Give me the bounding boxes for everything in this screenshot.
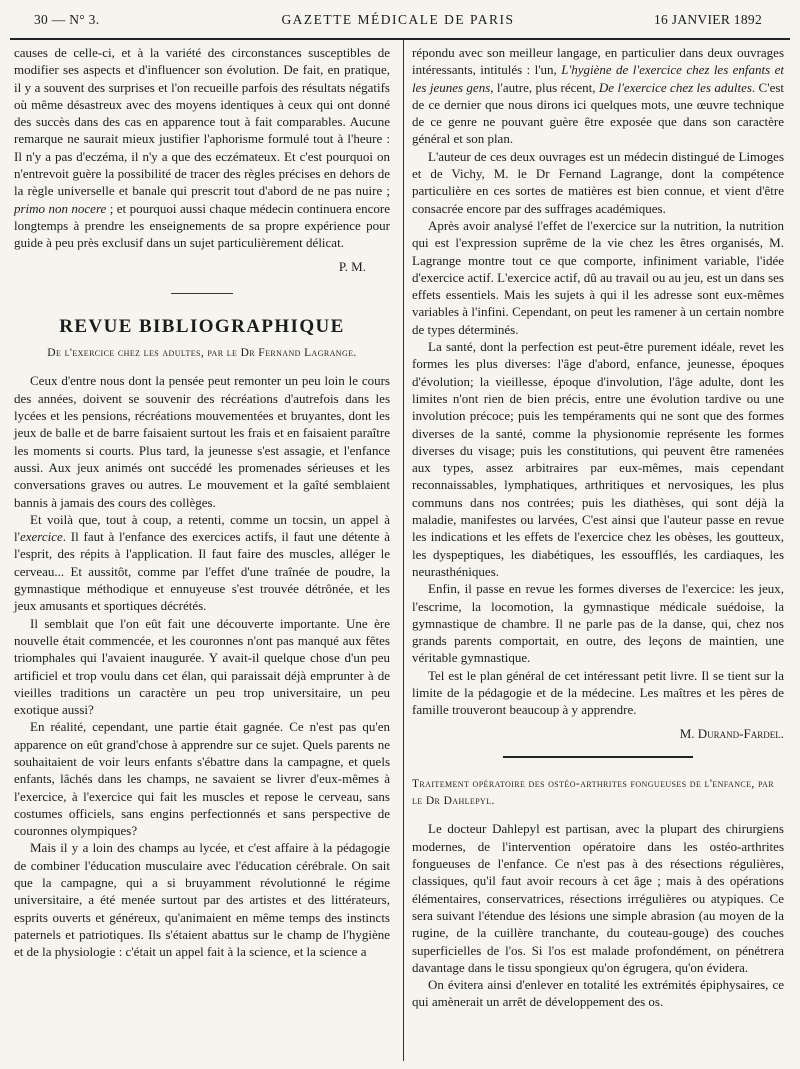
right-column bbox=[412, 44, 784, 1011]
issue-date: 16 JANVIER 1892 bbox=[654, 12, 762, 27]
paragraph: L'auteur de ces deux ouvrages est un médecin distingué de Limoges et de Vichy, M. le Dr Fernand Lagrange, dont la compétence particulière en ces sortes de matières est bien connue, et vient d'être consacrée encore par des suffrages académiques. bbox=[412, 148, 784, 216]
paragraph: Mais il y a loin des champs au lycée, et c'est affaire à la pédagogie de combiner l'éducation musculaire avec l'éducation cérébrale. On sait que la campagne, qui a si bruyamment révolutionné le régime universitaire, a été menée surtout par des artistes et des littérateurs, esprits ouverts et généreux, qu'animaient en même temps des instincts paternels et patriotiques. Ils s'étaient abattus sur le champ de l'hygiène et de la physiologie : c'était un appel fait à la science, et la science a bbox=[14, 840, 390, 960]
paragraph: répondu avec son meilleur langage, en particulier dans deux ouvrages intéressants, intitulés : l'un, L'hygiène de l'exercice chez les enfants et les jeunes gens, l'autre, plus récent, De l'exercice chez les adultes. C'est de ce dernier que nous dirons ici quelques mots, une œuvre technique de ce genre ne pouvant guère être exposée que dans son caractère général et son plan. bbox=[412, 45, 785, 147]
paragraph: Et voilà que, tout à coup, a retenti, comme un tocsin, un appel à l'exercice. Il faut à l'enfance des exercices actifs, il faut une détente à l'esprit, des répits à l'application. Il faut faire des muscles, alléger le cerveau... Et aussitôt, comme par l'effet d'une traînée de poudre, la gymnastique méthodique et ennuyeuse s'est trouvée détrônée, et les jeux amusants et sportiques décrétés. bbox=[14, 511, 390, 614]
paragraph: causes de celle-ci, et à la variété des circonstances susceptibles de modifier ses aspects et d'influencer son évolution. De fait, en pratique, il y a souvent des surprises et l'on recueille parfois des résultats négatifs où même désastreux avec des moyens identiques à ceux qui ont donné des succès dans des cas en apparence tout à fait comparables. Aucune remarque ne saurait mieux justifier l'aphorisme formulé tout à l'heure : Il n'y a pas d'eczéma, il n'y a que des eczémateux. Et c'est pourquoi on n'entrevoit guère la possibilité de tracer des règles précises en dehors de la règle universelle et banale qui prescrit tout d'abord de ne pas nuire ; primo non nocere ; et pourquoi aussi chaque médecin continuera encore longtemps à prendre les enseignements de sa propre expérience pour guide à peu près exclusif dans un sujet particulièrement délicat. bbox=[14, 45, 391, 251]
paragraph: On évitera ainsi d'enlever en totalité les extrémités épiphysaires, ce qui amènerait un arrêt de développement des os. bbox=[412, 977, 784, 1010]
page-header bbox=[34, 12, 762, 34]
header-rule bbox=[10, 38, 790, 40]
signature-durand-fardel: M. Durand-Fardel. bbox=[679, 725, 784, 741]
paragraph: Après avoir analysé l'effet de l'exercice sur la nutrition, la nutrition qui est l'expression suprême de la vie chez les êtres organisés, M. Lagrange montre tout ce que comporte, infiniment variable, l'idée d'exercice actif. L'exercice actif, dû au travail ou au jeu, est un dans ses effets essentiels. Mais les sujets à qui il les adresse sont eux-mêmes variables à l'infini. Cependant, on peut les ramener à un certain nombre de types déterminés. bbox=[412, 217, 784, 337]
journal-title: GAZETTE MÉDICALE DE PARIS bbox=[281, 12, 515, 27]
left-column bbox=[14, 44, 390, 961]
paragraph: Il semblait que l'on eût fait une découverte importante. Une ère nouvelle était commencée, et les couronnes n'ont pas manqué aux fêtes triomphales qui l'avaient inaugurée. Y avait-il quelque chose d'un peu artificiel et trop voulu dans cet élan, qui paraissait déjà emprunter à de vieilles traditions un caractère un peu trop universitaire, un peu exotique aussi? bbox=[14, 615, 390, 718]
paragraph: Ceux d'entre nous dont la pensée peut remonter un peu loin le cours des années, doivent se souvenir des récréations d'autrefois dans les lycées et les pensions, récréations mouvementées et bruyantes, dont les jeux de balle et de barre faisaient surtout les frais et en faisaient paraître les moments si courts. Plus tard, la jeunesse s'est assagie, et l'enfance aussi. Aux jeux animés ont succédé les promenades sérieuses et les conversations graves ou autres. Le mouvement et la gaîté semblaient bannis à jamais des cours des collèges. bbox=[14, 373, 390, 510]
section-title: REVUE BIBLIOGRAPHIQUE bbox=[59, 315, 345, 337]
signature-pm: P. M. bbox=[338, 258, 366, 274]
column-divider bbox=[403, 40, 404, 1061]
paragraph: Le docteur Dahlepyl est partisan, avec la plupart des chirurgiens modernes, de l'intervention opératoire dans les ostéo-arthrites fongueuses de l'enfance. Ce n'est pas à des résections régulières, classiques, qu'il faut avoir recours à cet âge ; mais à des opérations élémentaires, conservatrices, résections irrégulières ou atypiques. Ce sera suivant l'étendue des lésions une simple abrasion (au moyen de la rugine, de la cuillère tranchante, du couteau-gouge) des couches superficielles de l'os. Si l'os est malade profondément, on pénétrera davantage dans le tissu spongieux qu'on égrugera, qu'on évidera. bbox=[412, 821, 784, 975]
paragraph: La santé, dont la perfection est peut-être purement idéale, revet les formes les plus diverses: l'âge d'abord, enfance, jeunesse, époques d'évolution; la vieillesse, époque d'involution, l'âge adulte, dont les limites n'ont rien de bien précis, entre une évolution tardive ou une involution précoce; puis les tempéraments qui ne sont que des formes diverses de la santé, comme la physionomie représente les formes diverses du visage; puis les constitutions, qui peuvent être ramenées aux types, assez arbitraires par eux-mêmes, mais cependant reconnaissables, lymphatiques, arthritiques et nervosiques, les plus communs dans nos contrées; puis les diathèses, qui sont déjà la maladie, manifestes ou larvées, C'est ainsi que l'auteur passe en revue les indications et les effets de l'exercice chez les obèses, les goutteux, les dyspeptiques, les diabétiques, les essoufflés, les cardiaques, les neurasthéniques. bbox=[412, 339, 784, 579]
divider bbox=[171, 293, 233, 294]
paragraph: En réalité, cependant, une partie était gagnée. Ce n'est pas qu'en apparence on eût grand'chose à apprendre sur ce sujet. Quels parents ne souhaitaient de voir leurs enfants s'ébattre dans la campagne, et quels enfants, lâchés dans les champs, ne savaient se livrer d'eux-mêmes à l'exercice, à l'exercice qui fait les muscles et repose le cerveau, sans costumes officiels, sans engins perfectionnés et sans perspective de couronnes olympiques? bbox=[14, 719, 390, 839]
article-heading: De l'exercice chez les adultes, par le Dr Fernand Lagrange. bbox=[47, 347, 357, 360]
page-number: 30 — N° 3. bbox=[34, 12, 100, 27]
paragraph: Tel est le plan général de cet intéressant petit livre. Il se tient sur la limite de la pédagogie et de la médecine. Les maîtres et les pères de famille trouveront beaucoup à y apprendre. bbox=[412, 667, 784, 718]
divider bbox=[503, 756, 693, 758]
paragraph: Enfin, il passe en revue les formes diverses de l'exercice: les jeux, l'escrime, la locomotion, la gymnastique médicale suédoise, la gymnastique de chambre. Il ne parle pas de la danse, qui, chez nos grands parents comportait, en outre, des leçons de maintien, une véritable gymnastique. bbox=[412, 581, 784, 666]
article-heading: Traitement opératoire des ostéo-arthrites fongueuses de l'enfance, par le Dr Dahlepyl. bbox=[412, 777, 774, 808]
